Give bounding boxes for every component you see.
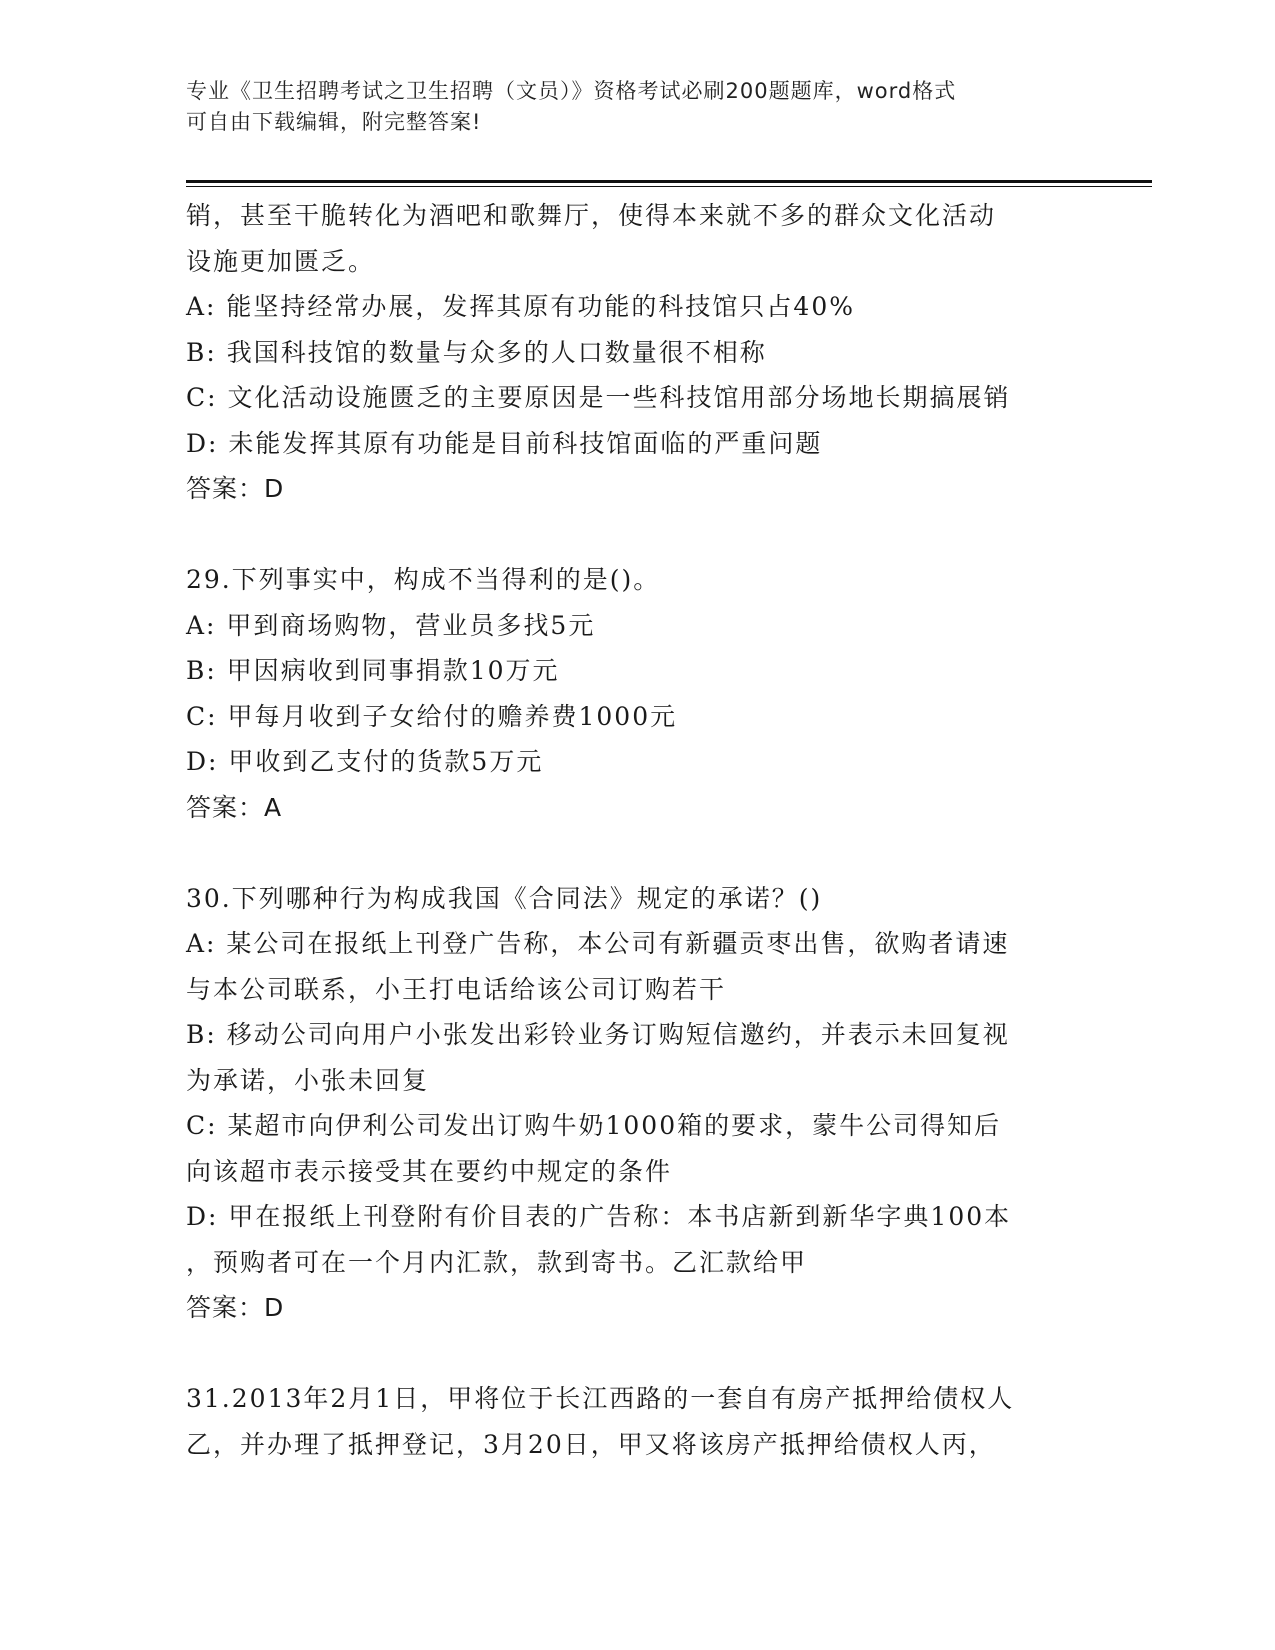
option-b-continued: 为承诺，小张未回复 (186, 1065, 430, 1095)
option-d: D: 未能发挥其原有功能是目前科技馆面临的严重问题 (186, 428, 823, 458)
stem-line: 销，甚至干脆转化为酒吧和歌舞厅，使得本来就不多的群众文化活动 (186, 201, 997, 230)
spacer (186, 1331, 1086, 1377)
question-stem: 29.下列事实中，构成不当得利的是()。 (186, 565, 661, 594)
option-c: C: 甲每月收到子女给付的赡养费1000元 (186, 701, 678, 731)
answer-line: 答案：D (186, 474, 285, 503)
option-a: A: 某公司在报纸上刊登广告称，本公司有新疆贡枣出售，欲购者请速 (186, 929, 1010, 958)
option-d: D: 甲收到乙支付的货款5万元 (186, 747, 544, 776)
question-29 (186, 557, 1086, 830)
spacer (186, 512, 1086, 558)
question-30 (186, 876, 1086, 1331)
header-line-1: 专业《卫生招聘考试之卫生招聘（文员）》资格考试必刷200题题库，word格式 (186, 79, 957, 103)
option-a: A: 能坚持经常办展，发挥其原有功能的科技馆只占40% (186, 292, 855, 321)
document-header (186, 76, 1086, 138)
option-d-continued: ，预购者可在一个月内汇款，款到寄书。乙汇款给甲 (186, 1247, 808, 1277)
question-continuation (186, 193, 1086, 512)
stem-line: 设施更加匮乏。 (186, 246, 376, 276)
option-b: B: 移动公司向用户小张发出彩铃业务订购短信邀约，并表示未回复视 (186, 1020, 1010, 1049)
question-stem: 31.2013年2月1日，甲将位于长江西路的一套自有房产抵押给债权人 (186, 1384, 1015, 1413)
header-rule-thin (186, 186, 1152, 187)
option-c: C: 某超市向伊利公司发出订购牛奶1000箱的要求，蒙牛公司得知后 (186, 1111, 1002, 1140)
header-rule-thick (186, 180, 1152, 183)
document-body (186, 193, 1086, 1467)
question-stem: 30.下列哪种行为构成我国《合同法》规定的承诺？() (186, 883, 823, 913)
question-31 (186, 1376, 1086, 1467)
spacer (186, 830, 1086, 876)
option-c-continued: 向该超市表示接受其在要约中规定的条件 (186, 1156, 673, 1186)
option-d: D: 甲在报纸上刊登附有价目表的广告称：本书店新到新华字典100本 (186, 1202, 1012, 1231)
answer-line: 答案：D (186, 1293, 285, 1322)
option-b: B: 甲因病收到同事捐款10万元 (186, 656, 560, 685)
option-c: C: 文化活动设施匮乏的主要原因是一些科技馆用部分场地长期搞展销 (186, 383, 1011, 412)
header-line-2: 可自由下载编辑，附完整答案! (186, 110, 482, 134)
option-a: A: 甲到商场购物，营业员多找5元 (186, 610, 596, 640)
answer-line: 答案：A (186, 792, 283, 822)
option-b: B: 我国科技馆的数量与众多的人口数量很不相称 (186, 337, 767, 367)
option-a-continued: 与本公司联系，小王打电话给该公司订购若干 (186, 974, 727, 1004)
question-stem-continued: 乙，并办理了抵押登记，3月20日，甲又将该房产抵押给债权人丙， (186, 1429, 996, 1459)
